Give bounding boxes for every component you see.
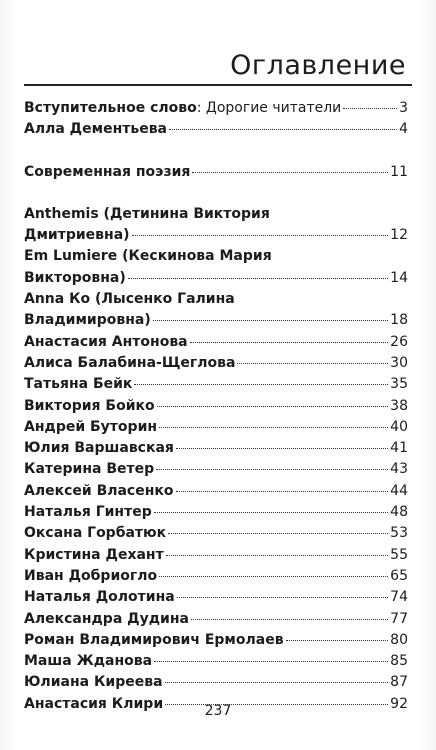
toc-entry-name: Роман Владимирович Ермолаев: [24, 631, 284, 648]
table-of-contents: [24, 98, 408, 715]
toc-page-number: 35: [390, 376, 408, 393]
toc-entry-name-line: Дмитриевна): [24, 227, 130, 244]
toc-page-number: 85: [390, 653, 408, 670]
toc-entry-name-line: Anthemis (Детинина Виктория: [24, 205, 270, 222]
dot-leader: [154, 661, 388, 662]
toc-entry[interactable]: [24, 353, 408, 374]
toc-entry-name: Виктория Бойко: [24, 397, 155, 414]
toc-entry-name: Юлия Варшавская: [24, 440, 174, 457]
dot-leader: [157, 406, 389, 407]
toc-entry-name: Алла Дементьева: [24, 121, 168, 138]
toc-page-number: 87: [390, 674, 408, 691]
toc-entry[interactable]: [24, 630, 408, 651]
toc-entry-name: Наталья Гинтер: [24, 504, 152, 521]
toc-entry-name: Оксана Горбатюк: [24, 525, 167, 542]
toc-entry-name: Алиса Балабина-Щеглова: [24, 354, 236, 371]
toc-page-number: 11: [390, 163, 408, 180]
toc-entry-name: Наталья Долотина: [24, 589, 175, 606]
toc-page-number: 74: [390, 589, 408, 606]
toc-entry[interactable]: [24, 545, 408, 566]
toc-entry-name: Анастасия Антонова: [24, 333, 188, 350]
toc-page-number: 43: [390, 461, 408, 478]
toc-entry-intro[interactable]: [24, 98, 408, 119]
toc-page-number: 44: [390, 482, 408, 499]
toc-entry-annako[interactable]: [24, 289, 408, 332]
toc-page-number: 80: [390, 631, 408, 648]
toc-entry[interactable]: [24, 672, 408, 693]
toc-entry-dementieva[interactable]: [24, 119, 408, 140]
toc-entry-name: Современная поэзия: [24, 163, 191, 180]
toc-entry[interactable]: [24, 396, 408, 417]
toc-entry-name: Анастасия Клири: [24, 695, 164, 712]
toc-entry[interactable]: [24, 587, 408, 608]
toc-page-number: 40: [390, 418, 408, 435]
toc-page-number: 48: [390, 504, 408, 521]
toc-entry-name: Кристина Дехант: [24, 546, 164, 563]
toc-entry[interactable]: [24, 651, 408, 672]
toc-entry-poetry[interactable]: [24, 162, 408, 183]
toc-entry-name-line: Викторовна): [24, 269, 126, 286]
toc-page-number: 18: [390, 312, 408, 329]
toc-entry-name-line: Em Lumiere (Кескинова Мария: [24, 248, 272, 265]
dot-leader: [154, 512, 388, 513]
page-number: 237: [204, 703, 232, 719]
dot-leader: [165, 682, 389, 683]
dot-leader: [168, 533, 388, 534]
toc-entry-name: Вступительное слово: Дорогие читатели: [24, 100, 342, 116]
dot-leader: [134, 384, 388, 385]
toc-entry-name: Алексей Власенко: [24, 482, 174, 499]
dot-leader: [128, 278, 388, 279]
toc-entry-lumiere[interactable]: [24, 246, 408, 289]
dot-leader: [191, 619, 388, 620]
dot-leader: [177, 597, 388, 598]
toc-entry-name-line: Владимировна): [24, 312, 151, 329]
dot-leader: [153, 320, 388, 321]
dot-leader: [192, 172, 388, 173]
toc-entry[interactable]: [24, 459, 408, 480]
spacer: [24, 183, 408, 204]
toc-page-number: 55: [390, 546, 408, 563]
dot-leader: [156, 469, 388, 470]
toc-entry-anthemis[interactable]: [24, 204, 408, 247]
toc-page-number: 92: [390, 695, 408, 712]
dot-leader: [190, 342, 389, 343]
title-rule: [24, 84, 412, 86]
toc-entry-name: Маша Жданова: [24, 653, 153, 670]
toc-page-number: 30: [390, 354, 408, 371]
toc-entry-name: Юлиана Киреева: [24, 674, 163, 691]
toc-entry-name: Андрей Буторин: [24, 418, 158, 435]
toc-page-number: 38: [390, 397, 408, 414]
dot-leader: [159, 427, 388, 428]
toc-page-number: 26: [390, 333, 408, 350]
toc-entry[interactable]: [24, 417, 408, 438]
toc-page-number: 53: [390, 525, 408, 542]
dot-leader: [343, 108, 397, 109]
toc-entry-name: Иван Добриогло: [24, 567, 158, 584]
toc-entry-name: Катерина Ветер: [24, 461, 155, 478]
page-title: Оглавление: [230, 50, 406, 81]
toc-page-number: 4: [399, 121, 408, 138]
toc-entry[interactable]: [24, 438, 408, 459]
toc-entry-name-line: Anna Ко (Лысенко Галина: [24, 291, 235, 308]
toc-page-number: 14: [390, 269, 408, 286]
toc-entry[interactable]: [24, 374, 408, 395]
toc-entry[interactable]: [24, 609, 408, 630]
toc-page-number: 77: [390, 610, 408, 627]
dot-leader: [286, 640, 389, 641]
dot-leader: [176, 491, 389, 492]
dot-leader: [176, 448, 388, 449]
spacer: [24, 141, 408, 162]
toc-entry[interactable]: [24, 502, 408, 523]
toc-entry[interactable]: [24, 481, 408, 502]
dot-leader: [132, 235, 389, 236]
toc-entry-name: Александра Дудина: [24, 610, 189, 627]
toc-entry[interactable]: [24, 332, 408, 353]
toc-page-number: 65: [390, 567, 408, 584]
dot-leader: [159, 576, 388, 577]
dot-leader: [169, 129, 397, 130]
toc-page-number: 3: [399, 100, 408, 116]
toc-entry[interactable]: [24, 523, 408, 544]
dot-leader: [166, 555, 388, 556]
toc-page-number: 41: [390, 440, 408, 457]
toc-entry[interactable]: [24, 566, 408, 587]
dot-leader: [237, 363, 388, 364]
toc-page-number: 12: [390, 227, 408, 244]
toc-entry-name: Татьяна Бейк: [24, 376, 133, 393]
